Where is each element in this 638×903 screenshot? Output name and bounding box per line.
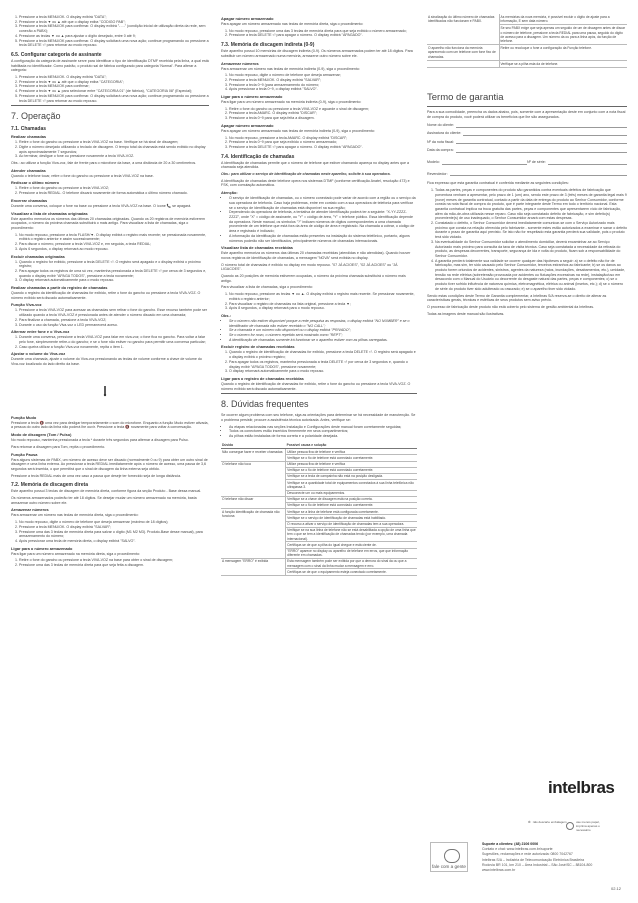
ligar-steps xyxy=(11,558,209,567)
field-data: Data da compra: xyxy=(427,148,627,153)
table-cell-solution: Verifique se o serviço de identificação de chamadas está habilitado. xyxy=(286,515,417,521)
vis-receb-steps xyxy=(221,292,417,311)
pausa-text-2: Pressione a tecla REDIAL mais de uma vez caso a pausa que deseje ter fornecido seja de longa distância. xyxy=(11,473,182,478)
list-item: 1. No modo repouso, pressione a tecla AMARC. O display exibirá "DISCAR"; xyxy=(229,136,417,141)
mudo-text: Pressione a tecla 🔇 uma vez para desligar temporariamente o som do microfone. Enquanto a função Mudo estiver ativada, a pessoa do outro lado da linha não poderá lhe ouvir. Pressione a tecla 🔇 novamente para voltar à conversação. xyxy=(11,420,209,430)
list-item: 3. Após 8 segundos, o display retornará para o modo repouso. xyxy=(229,306,417,311)
obs-list xyxy=(221,319,417,343)
table-cell-solution: Utilize pessoa fixa de telefone e verifica xyxy=(286,461,417,467)
table-cell-problem: A sinalização do último número de chamadas identificados não funcionam e PABX. xyxy=(427,14,499,45)
list-item: 4. Após pressionar uma tecla de memória direta, o display exibirá "SALVO". xyxy=(19,539,209,544)
table-cell-solution: Verifique se a chave de discagem está na posição correta. xyxy=(286,496,417,502)
armazenar-ind-text: Para armazenar um número nas teclas de memória indireta (0-9), siga o procedimento: xyxy=(221,66,360,71)
list-item: 5. Pressione a tecla MENU/OK para confirmar. O display solicitará uma nova ação; continue programando ou pressione a tecla DELETE ⏎ para retornar ao modo repouso. xyxy=(19,39,209,48)
list-item: 1. Pressione a tecla MENU/OK. O display exibirá "DATA"; xyxy=(19,15,209,20)
list-item: 3. Ao terminar, desligue o fone ou pressione novamente a tecla VIVA-VOZ. xyxy=(19,154,209,159)
list-item: 2. Pressione uma das 3 teclas de memória direta para que seja feita a discagem. xyxy=(19,563,209,568)
recycle-notice xyxy=(528,820,567,824)
list-item: 4. Pressione as teclas ▼ ou ▲ para ajustar o dígito desejado, entre 0 até 9; xyxy=(19,34,209,39)
list-item: 1. Retire o fone do gancho ou pressione a tecla VIVA-VOZ na base para obter o sinal de discagem; xyxy=(19,558,209,563)
divider xyxy=(11,105,209,106)
divider xyxy=(221,393,417,394)
atencao-list xyxy=(221,196,417,243)
obs-title: Obs.: xyxy=(221,312,231,318)
list-item: • O serviço de identificação de chamadas, ou o número conectado pode variar de acordo com a região ou o serviço da sua operadora de telefonia. Caso haja problemas, entre em contato com a sua operadora de telefonia para verificar se o serviço de identificação de chamadas está disponível na sua região; xyxy=(229,196,417,210)
table-cell-problem: A função identificação de chamada não funciona xyxy=(221,509,286,559)
table-cell-solution: Verifique se o fio de telefone está conectado corretamente. xyxy=(286,455,417,461)
vis-receb-text-4: Para visualizar a lista de chamadas, siga o procedimento: xyxy=(221,285,313,290)
recycle-label: não descarte embalagem xyxy=(532,820,567,824)
apagar-steps xyxy=(221,29,417,38)
field-pair-modelo-serie xyxy=(427,156,627,168)
list-item: 2. Pressione a tecla ▼ ou ▲ até que o display exiba "CODIGO PAB"; xyxy=(19,20,209,25)
list-item: 2. Para finalizar a chamada, pressione a tecla VIVA-VOZ; xyxy=(19,318,209,323)
list-item: 2. Caso queira utilizar a função Viva-voz novamente, repita o item 1. xyxy=(19,345,209,350)
page-code: 02.12 xyxy=(611,886,622,891)
warranty-conditions xyxy=(427,188,627,291)
section-6-5-steps xyxy=(11,75,209,103)
atencao-title: Atenção: xyxy=(221,190,238,196)
support-line: Contato e chat: www.intelbras.com.br/suporte xyxy=(482,847,553,852)
list-item: • A informação da identificação de chamadas estão presentes na instalação do sistema telefônico, portanto, alguns números poderão não ser identificados, principalmente números de chamadas internacionais. xyxy=(229,234,417,243)
support-line: Sugestões, reclamações e rede autorizada: 0800 7042767 xyxy=(482,852,573,857)
list-item: 2. Para visualizar o registro de chamadas na lista original, pressione a tecla ▼; xyxy=(229,302,417,307)
column-right xyxy=(427,14,627,318)
section-7-4-text: A identificação de chamadas permite que o número de telefone que estiver chamando apareça no display antes que a chamada seja atendida. xyxy=(221,160,409,170)
visualizar-orig-text: Este aparelho memoriza os números das últimas 20 chamadas originadas. Quando os 20 registros de memória estiverem ocupados, o número da próxima chamada substituirá o mais antigo. Para visualizar a lista de chamadas, siga o procedimento: xyxy=(11,216,205,230)
table-row xyxy=(427,60,627,67)
ligar-receb-text: Quando o registro de identificação de chamadas for exibido, retire o fone do gancho ou pressione a tecla VIVA-VOZ. O número exibido será discado automaticamente. xyxy=(221,381,411,391)
list-item: 2. Pressione a tecla REDIAL. O telefone discará novamente de forma automática o último número chamado. xyxy=(19,191,209,196)
table-cell-solution: "ERRO" aparece no display ou aparelho de telefone em erros, que que informação diferente em chamadas. xyxy=(286,548,417,558)
ligar-ind-title: Ligar para o número armazenado xyxy=(221,94,283,100)
vis-receb-text-2: O número total de chamadas é exibido no display em modo repouso. "07 JÁ ACIOES", "02 JÁ ACIOES" ou "JÁ LIGACOES". xyxy=(221,262,398,272)
realizar-title: Realizar chamadas xyxy=(11,134,47,140)
section-7-4-text-2: A identificação de chamadas deste telefone opera nos sistemas DTMF (conforme certificação Anatel, resolução 473) e FSK, com comutação automática. xyxy=(221,178,410,188)
list-item: • Dependendo da operadora de telefonia, a tentativa de atender identificação poderá ter a seguinte: "X-YY-ZZZZ-ZZZZ", onde "X" = código de assinante, ou "Y" = código de área, "Y" = telefone público. Essa identificação depende da operadora. Neste manual, os símbolos "?" indicam números de dígitos correspondentes a uma chamada proveniente de um telefone que está fora da área de código de área e registrado. Na chamada a cobrar, o código de área e registrado é indicado; xyxy=(229,210,417,234)
table-cell-solution: Desconecte um ou mais equipamentos. xyxy=(286,490,417,496)
list-item: 1. No modo repouso, pressione as teclas ▼ ou ▲. O display exibirá o registro mais recente. Se pressionar novamente, exibirá o registro anterior; xyxy=(229,292,417,301)
ligar-ind-steps xyxy=(221,107,417,121)
table-cell-solution: Verifique se o fio de telefone está conectado corretamente. xyxy=(286,467,417,473)
faq-header-solution: Possível causa e solução xyxy=(286,442,417,449)
armazenar-ind-title: Armazenar números xyxy=(221,60,259,66)
table-cell-solution: Verifique se a linha de telefone está configurada corretamente. xyxy=(286,509,417,515)
apagar-title: Apagar número armazenado xyxy=(221,16,274,21)
list-item: 3. Pressione a tecla DELETE ⏎ para apagar o número. O display exibirá "APAGADO". xyxy=(229,145,417,150)
excluir-receb-title: Excluir registro de chamadas recebidas xyxy=(221,344,295,350)
rediscar-steps xyxy=(11,186,209,195)
support-footer xyxy=(427,839,627,879)
section-6-5-title: 6.5. Configurar categoria de assinante xyxy=(11,51,102,58)
table-cell-solution: Certifique-se de que o equipamento esteja conectado corretamente. xyxy=(286,569,417,575)
vis-receb-text: Este aparelho memoriza os números das últimas 20 chamadas recebidas (atendidas e não atendidas). Quando houver novos registros de identificação de chamadas, a mensagem "NOVA" será exibida no display. xyxy=(221,251,411,260)
divider xyxy=(427,106,627,107)
armazenar-title: Armazenar números xyxy=(11,507,49,513)
list-item: 2. Pressione a tecla ▼ ou ▲ até que o display exiba "CATEGORIA"; xyxy=(19,80,209,85)
list-item: 2. Constatado o defeito, o Senhor Consumidor deverá imediatamente comunicar-se com o Serviço Autorizado mais próximo que consta na relação oferecida pelo fabricante - somente estes estão autorizados a examinar e sanar o defeito durante o prazo de garantia aqui previsto. Se isto não for respeitado esta garantia perderá sua validade, pois o produto terá sido violado. xyxy=(435,221,627,240)
warranty-tail: Sendo estas condições deste Termo de Garantia complementar, a Intelbras S/A reserva-se o direito de alterar as características gerais, técnicas e estéticas de seus produtos sem aviso prévio. xyxy=(427,293,607,303)
section-7-2-text: Este aparelho possui 3 teclas de discagem de memória direta, conforme figura da seção Produto - Base dessa manual. xyxy=(11,489,202,494)
fale-badge xyxy=(430,842,468,872)
faq-table xyxy=(221,442,417,576)
apagar-ind-title: Apagar número armazenado xyxy=(221,122,274,128)
encerrar-text: Durante uma conversa, coloque o fone na base ou pressione a tecla VIVA-VOZ na base. O ícone 📞 se apagará. xyxy=(11,203,192,208)
realizar-lista-text: Quando o registro da identificação de chamadas for exibido, retire o fone do gancho ou pressione a tecla VIVA-VOZ. O número exibido será discado automaticamente. xyxy=(11,291,201,300)
list-item: 1. No modo repouso, pressione a tecla FLASH/▼. O display exibirá o registro mais recente; se pressionada novamente, exibirá o registro anterior e assim sucessivamente; xyxy=(19,233,209,242)
table-cell-solution: Verifique se o fio de telefone está conectado corretamente. xyxy=(286,502,417,508)
armazenar-text: Para armazenar um número nas teclas de memória direta, siga o procedimento: xyxy=(11,513,139,518)
list-item: 1. Retire o fone do gancho ou pressione a tecla VIVA-VOZ e aguarde o sinal de discagem; xyxy=(229,107,417,112)
faq-table-continued xyxy=(427,14,627,68)
paper-label: use menos papel, imprima apenas o necessário xyxy=(576,820,600,832)
vivavoz-steps xyxy=(11,308,209,327)
faq-text: Se ocorrer algum problema com seu telefone, siga as orientações para determinar se há necessidade de manutenção. Se o problema persistir, procure a assistência técnica autorizada. Antes, verifique se: xyxy=(221,413,416,423)
apagar-text: Para apagar um número armazenado nas teclas de memória direta, siga o procedimento: xyxy=(221,22,364,26)
visualizar-orig-steps xyxy=(11,233,209,252)
list-item: 2. Pressione a tecla AMARC. O display exibirá "DISCAR"; xyxy=(229,111,417,116)
table-row xyxy=(427,14,627,25)
section-7-3-text: Este aparelho possui 10 memórias de discagem indireta (0-9). Os números armazenados podem ter até 18 dígitos. Para substituir um número armazenado numa memória, armazene outro número sobre ele. xyxy=(221,49,413,58)
table-cell-solution: Utilize pessoa fixa de telefone e verifica xyxy=(286,449,417,455)
section-7-title: 7. Operação xyxy=(11,111,61,122)
field-revendedor: Revendedor: xyxy=(427,172,627,177)
list-item: 1. Retire o fone do gancho ou pressione a tecla VIVA-VOZ na base. Verifique se há sinal de discagem; xyxy=(19,140,209,145)
table-cell-solution: Verifique se a pilha esta da de telefone. xyxy=(499,60,627,67)
table-cell-problem: O telefone não discar xyxy=(221,496,286,508)
volume-icon xyxy=(101,385,111,397)
list-item: 2. Pressione a tecla 0~9 para que seja exibido o número armazenado; xyxy=(229,140,417,145)
section-7-1-title: 7.1. Chamadas xyxy=(11,126,47,133)
ligar-receb-title: Ligar para o registro de chamadas recebidas xyxy=(221,375,304,381)
list-item: 3. Durante o uso da função Viva-voz o LED permanecerá aceso. xyxy=(19,323,209,328)
table-cell-problem: O aparelho não funciona da memória aparecendo com um telefone com fone fixo de chamadas. xyxy=(427,45,499,61)
list-item: 2. Para apagar todos os registros, mantenha pressionada a tecla DELETE ⏎ por cerca de 3 segundos e, quando o display exibir "APAGA TODOS", pressione novamente; xyxy=(229,360,417,369)
section-7-4-title: 7.4. Identificação de chamadas xyxy=(221,153,295,160)
table-cell-problem: A mensagem "ERRO" é exibida xyxy=(221,558,286,575)
realizar-steps xyxy=(11,140,209,159)
table-cell-solution: Verifique se na sua linha de telefone não se está desabilitada a opção de uma linha que tem o que se tem a identificação de chamadas tendo (por exemplo, uma chamada internacional). xyxy=(287,528,416,541)
section-8-title: 8. Dúvidas frequentes xyxy=(221,399,309,410)
list-item: 3. Pressione a tecla 0~9 (para armazenamento do número; xyxy=(229,83,417,88)
table-cell-solution: As memórias da nova memória, é possível excluir o dígito de ajuste para a informação, E sem data número. xyxy=(499,14,627,25)
ligar-ind-text: Para ligar para um número armazenado na memória indireta (0-9), siga o procedimento: xyxy=(221,100,362,105)
support-line: Intelbras S/A – Indústria de Telecomunicação Eletrônica Brasileira xyxy=(482,857,585,862)
warranty-intro-top: Para a sua comodidade, preencha os dados abaixo, pois, somente com a apresentação deste em conjunto com a nota fiscal de compra do produto, você poderá utilizar os benefícios que lhe são assegurados. xyxy=(427,110,626,119)
list-item: 1. Retire o fone do gancho ou pressione a tecla VIVA-VOZ; xyxy=(19,186,209,191)
list-item: 3. Pressione a tecla 0~9 para que seja feita a discagem. xyxy=(229,116,417,121)
list-item: 1. Durante uma conversa, pressione a tecla VIVA-VOZ para falar em viva-voz; o fone fica no gancho. Para voltar a falar pelo fone, simplesmente retire-o do gancho; e se o fone não estiver no gancho para permitir uma conversa particular; xyxy=(19,335,209,344)
list-item: 2. Para apagar todos os registros de uma só vez, mantenha pressionada a tecla DELETE ⏎ por cerca de 3 segundos e, quando o display exibir "APAGA TODOS", pressione a tecla novamente; xyxy=(19,269,209,278)
armazenar-steps xyxy=(11,520,209,544)
list-item: • As etapas relacionadas nas seções Instalação e Configurações deste manual foram corretamente seguidas; xyxy=(229,425,417,430)
list-item: 4. A garantia perderá totalmente sua validade se ocorrer qualquer das hipóteses a seguir: a) se o defeito não for de fabricação, mas sim, ter sido causado pelo Senhor Consumidor, terceiros estranhos ao fabricante; b) se os danos ao produto forem oriundos de acidentes, sinistros, agentes da natureza (raios, inundações, desabamentos, etc.), umidade, tensão na rede elétrica (sobretensão provocada por acidentes ou flutuações excessivas na rede), instalação/uso em desacordo com o Manual do Usuário ou decorrente do desgaste natural das partes, peças e componentes; c) se o produto tiver sofrido influência de natureza química, eletromagnética, elétrica ou animal (insetos, etc.); d) se o número de série do produto tiver sido adulterado ou rasurado; e) se o aparelho tiver sido violado. xyxy=(435,259,627,292)
visualizar-orig-title: Visualizar a lista de chamadas originadas xyxy=(11,210,88,216)
table-cell-solution: Esta mensagem também pode ser exibida por que a demora do sinal da ou que a mensagem com o sinal da linha mudar a mensagem e erro. xyxy=(286,558,417,568)
encerrar-title: Encerrar chamadas xyxy=(11,197,48,203)
list-item: 3. Pressione uma das 3 teclas de memória direta para salvar o dígito (M1 M2 M3). Produto-Base desse manual), para armazenamento do número; xyxy=(19,530,209,539)
fale-label: fale com a gente xyxy=(432,864,466,869)
paper-notice xyxy=(566,820,610,832)
support-line: Suporte a clientes: (48) 2106 0006 xyxy=(482,842,539,846)
list-item: 1. Quando o registro de identificação de chamadas for exibido, pressione a tecla DELETE ⏎. O registro será apagado e o display exibirá o próximo registro; xyxy=(229,350,417,359)
modo-text-2: Para retornar a discagem para Tom, repita o procedimento. xyxy=(11,444,106,449)
list-item: 4. Pressione a tecla ▼ ou ▲ para selecionar entre "CATEGORIA 01" (de fábrica), "CATEGORIA 08" (Especial); xyxy=(19,89,209,94)
list-item: 3. O display retornará automaticamente para o modo repouso. xyxy=(229,369,417,374)
ajustar-text: Durante uma chamada, ajuste o volume do Viva-voz pressionando as teclas de volume conforme a chave de volume do Viva-voz localizado do lado direito da base. xyxy=(11,357,202,367)
list-item: 3. Após 6 segundos, o display retornará ao modo repouso. xyxy=(19,247,209,252)
excluir-orig-title: Excluir chamadas originadas xyxy=(11,253,65,259)
field-serie: Nº de série: xyxy=(527,160,627,165)
modo-text: No modo repouso, mantenha pressionada a tecla * durante três segundos para alternar a discagem para Pulso. xyxy=(11,438,189,443)
excluir-orig-steps xyxy=(11,260,209,284)
section-7-2-text-2: Os números armazenados poderão ter até 18 dígitos. Se desejar mudar um número armazenado na memória, basta armazenar outro número sobre ele. xyxy=(11,496,197,505)
warranty-tail-2: O processo de fabricação deste produto não está coberto pelo sistema de gestão ambiental da Intelbras. xyxy=(427,304,595,309)
realizar-lista-title: Realizar chamadas a partir do registro de chamadas xyxy=(11,285,108,291)
field-assinatura: Assinatura do cliente: xyxy=(427,131,627,136)
armazenar-ind-steps xyxy=(221,73,417,92)
mudo-title: Função Mudo xyxy=(11,414,37,420)
vis-receb-title: Visualizar lista de chamadas recebidas xyxy=(221,245,293,251)
apagar-ind-steps xyxy=(221,136,417,150)
column-left xyxy=(11,14,209,570)
pausa-text: Para alguns sistemas de PABX, um número de acesso deve ser discado (normalmente 0 ou 9) para obter um outro sinal de discagem e uma linha externa. Ao pressionar a tecla REDIAL imediatamente após o número de acesso, uma pausa de 3,6 segundos será inserida, o que permitirá que o sinal de discagem da linha externa seja obtido. xyxy=(11,457,208,471)
section-6-5-text: A configuração da categoria de assinante serve para identificar o tipo de identificação DTMF recebida pela linha, a qual está habilitada no identificador. Como padrão, o produto sai de fábrica configurado para categoria 'Normal'. Para alterar a categoria: xyxy=(11,58,209,73)
list-item: • Todos os conectores estão inseridos firmemente em seus compartimentos; xyxy=(229,429,417,434)
warranty-title: Termo de garantia xyxy=(427,92,504,104)
field-modelo: Modelo: xyxy=(427,160,527,165)
vivavoz-title: Função Viva-voz xyxy=(11,302,42,308)
list-item: 1. No modo repouso, digite o número de telefone que deseja armazenar; xyxy=(229,73,417,78)
phone-icon xyxy=(444,849,460,863)
list-item: 3. Pressione a tecla MENU/OK para confirmar. O display exibirá "- - -" (condição inicial de utilização direta da rede, sem conexão a PABX); xyxy=(19,24,209,33)
table-cell-problem: O telefone não toca xyxy=(221,461,286,496)
pausa-title: Função Pausa xyxy=(11,451,38,457)
field-nota: Nº da nota fiscal: xyxy=(427,140,627,145)
table-cell-solution: O recurso a ativar o serviço de identificação de chamadas tem a sua operadora. xyxy=(286,521,417,527)
list-item: 5. Pressione a tecla MENU/OK para confirmar. O display solicitará uma nova ação; continue programando ou pressione a tecla DELETE ⏎ para retornar ao modo repouso. xyxy=(19,94,209,103)
list-item: • Se a chamada e um número não disponível ou o display exibirá "PRIVADO"; xyxy=(229,328,417,333)
list-item: 4. Após pressionar a tecla 0~9, o display exibirá "SALVO". xyxy=(229,87,417,92)
recycle-icon: ♻ xyxy=(528,820,531,824)
list-item: 3. Pressione a tecla MENU/OK para confirmar; xyxy=(19,84,209,89)
apagar-ind-text: Para apagar um número armazenado nas teclas de memória indireta (0-9), siga o procedimento: xyxy=(221,128,375,133)
list-item: 1. Todas as partes, peças e componentes do produto são garantidos contra eventuais defeitos de fabricação que porventura venham a apresentar, pelo prazo de 1 (um) ano, sendo este prazo de 3 (três) meses de garantia legal mais 9 (nove) meses de garantia contratual, contado a partir da data de entrega do produto ao Senhor Consumidor, conforme consta na nota fiscal de compra do produto, que é parte integrante deste Termo em todo o território nacional. Esta garantia contratual implica na troca gratuita das partes, peças e componentes que apresentarem vício de fabricação, além da mão-de-obra utilizada nesse reparo. Caso não seja constatado defeito de fabricação, e sim defeito(s) proveniente(s) de uso inadequado, o Senhor Consumidor arcará com estas despesas. xyxy=(435,188,627,221)
section-7-3-title: 7.3. Memória de discagem indireta (0-9) xyxy=(221,42,315,49)
alternar-title: Alternar entre fone e o Viva-voz xyxy=(11,329,70,335)
list-item: 1. Pressione a tecla VIVA-VOZ para acessar as chamadas sem retirar o fone do gancho. Esse recurso também pode ser utilizado quando a tecla VIVA-VOZ é pressionada antes de atender o número discado em uma chamada; xyxy=(19,308,209,317)
leaf-icon xyxy=(566,822,574,830)
column-middle xyxy=(221,14,417,576)
warranty-intro: Fica expresso que esta garantia contratual é conferida mediante as seguintes condições: xyxy=(427,181,569,186)
list-item: 1. No modo repouso, digite o número de telefone que deseja armazenar (máximo de 18 dígitos); xyxy=(19,520,209,525)
table-cell-solution: Retire ou recoloque o fone a configuração da Função telefone. xyxy=(499,45,627,61)
table-cell-solution: Certifique-se de que a pilha do igual chegue e está ciente de. xyxy=(286,542,417,548)
section-7-4-obs: Obs.: para utilizar o serviço de identificação de chamadas neste aparelho, solicite à sua operadora. xyxy=(221,172,391,177)
list-item: • As pilhas estão instaladas de forma correta e a polaridade desejada. xyxy=(229,434,417,439)
vis-receb-text-3: Quando as 20 posições de memória estiverem ocupadas, o número da próxima chamada substituirá o número mais antigo. xyxy=(221,274,406,283)
support-line: Rodovia BR 101, km 210 – Área Industrial – São José/SC – 88104-800 xyxy=(482,862,593,867)
list-item: 1. No modo repouso, pressione uma das 3 teclas de memória direta para que seja exibido o número armazenado; xyxy=(229,29,417,34)
ligar-title: Ligar para o número armazenado xyxy=(11,545,73,551)
table-cell-solution: Verifique se a quantidade total de equipamentos conectados à sua linha telefônica não ultrapassa 3. xyxy=(286,480,417,490)
ligar-text: Para ligar para um número armazenado na memória direta, siga o procedimento: xyxy=(11,551,141,556)
excluir-receb-steps xyxy=(221,350,417,374)
table-cell-problem xyxy=(427,60,499,67)
list-item: 3. Na eventualidade do Senhor Consumidor solicitar o atendimento domiciliar, deverá encaminhar-se ao Serviço Autorizado mais próximo para consulta da taxa de visita técnica. Caso seja constatada a necessidade da retirada do produto, as despesas decorrentes, transporte, segurança de ida e volta do produto, ficam sob a responsabilidade do Senhor Consumidor. xyxy=(435,240,627,259)
modo-title: Modo de discagem (Tom / Pulso) xyxy=(11,432,72,438)
atender-title: Atender chamadas xyxy=(11,167,46,173)
brand-logo: intelbras xyxy=(548,778,615,797)
ajustar-title: Ajustar o volume do Viva-voz xyxy=(11,351,66,357)
section-7-2-title: 7.2. Memória de discagem direta xyxy=(11,482,88,489)
list-item: 1. Quando o registro for exibido, pressione a tecla DELETE ⏎. O registro será apagado e o display exibirá o próximo registro; xyxy=(19,260,209,269)
faq-checklist xyxy=(221,425,417,439)
list-item: • Se o número não estiver disponível porque a rede pesquisa as respostas, o display exibirá "NO NUMBER" e se o identificador de chamada não estiver recebido o "NO CALL"; xyxy=(229,319,417,328)
atender-text: Quando o telefone tocar, retire o fone do gancho ou pressione a tecla VIVA-VOZ na base. xyxy=(11,173,154,178)
rediscar-title: Rediscar o último número xyxy=(11,180,59,186)
list-item: 2. Pressione a tecla MENU/OK. O display exibirá "SALVAR"; xyxy=(229,78,417,83)
config-pabx-steps xyxy=(11,15,209,48)
list-item: • A identificação de chamadas somente irá funcionar se o aparelho estiver com as pilhas carregadas. xyxy=(229,338,417,343)
list-item: 2. Digite o número desejado utilizando o teclado de discagem. O tempo total da chamada está sendo exibido no display após aproximadamente 7 segundos; xyxy=(19,145,209,154)
table-cell-problem: Não consegue fazer e receber chamadas xyxy=(221,449,286,461)
support-line: www.intelbras.com.br xyxy=(482,868,516,873)
realizar-obs: Obs.: ao utilizar a função Viva-voz, fale de frente para o microfone da base, a uma distância de 20 a 30 centímetros. xyxy=(11,161,197,166)
list-item: 2. Pressione a tecla DELETE ⏎ para apagar o número. O display exibirá "APAGADO". xyxy=(229,33,417,38)
warranty-tail-3: Todas as imagens deste manual são ilustrativas. xyxy=(427,311,505,316)
table-cell-solution: Se seu PABX exige que seja apenas um seguido de um de discagem antes de discar o número de telefone, pressione a tecla REDIAL para uma pausa, seguido do dígito de acesso para a discagem. Um número da ou para a linha após, da função de telefone. xyxy=(500,26,626,44)
table-cell-solution: Verifique se a tecla de campainha não está na posição desligada. xyxy=(286,473,417,479)
table-row xyxy=(427,45,627,61)
list-item: 1. Pressione a tecla MENU/OK. O display exibirá "DATA"; xyxy=(19,75,209,80)
alternar-steps xyxy=(11,335,209,349)
list-item: 2. Pressione a tecla MENU/OK. O display exibirá "SALVAR"; xyxy=(19,525,209,530)
list-item: 3. O display retornará automaticamente para o modo repouso. xyxy=(19,278,209,283)
list-item: • Se o número for novo, o número repetido será mostrado como "REPT"; xyxy=(229,333,417,338)
table-row xyxy=(221,558,417,568)
field-cliente: Nome do cliente: xyxy=(427,123,627,128)
support-info xyxy=(482,842,592,873)
faq-header-problem: Dúvida xyxy=(221,442,286,449)
list-item: 2. Para discar o número, pressione a tecla VIVA-VOZ e, em seguida, a tecla REDIAL; xyxy=(19,242,209,247)
